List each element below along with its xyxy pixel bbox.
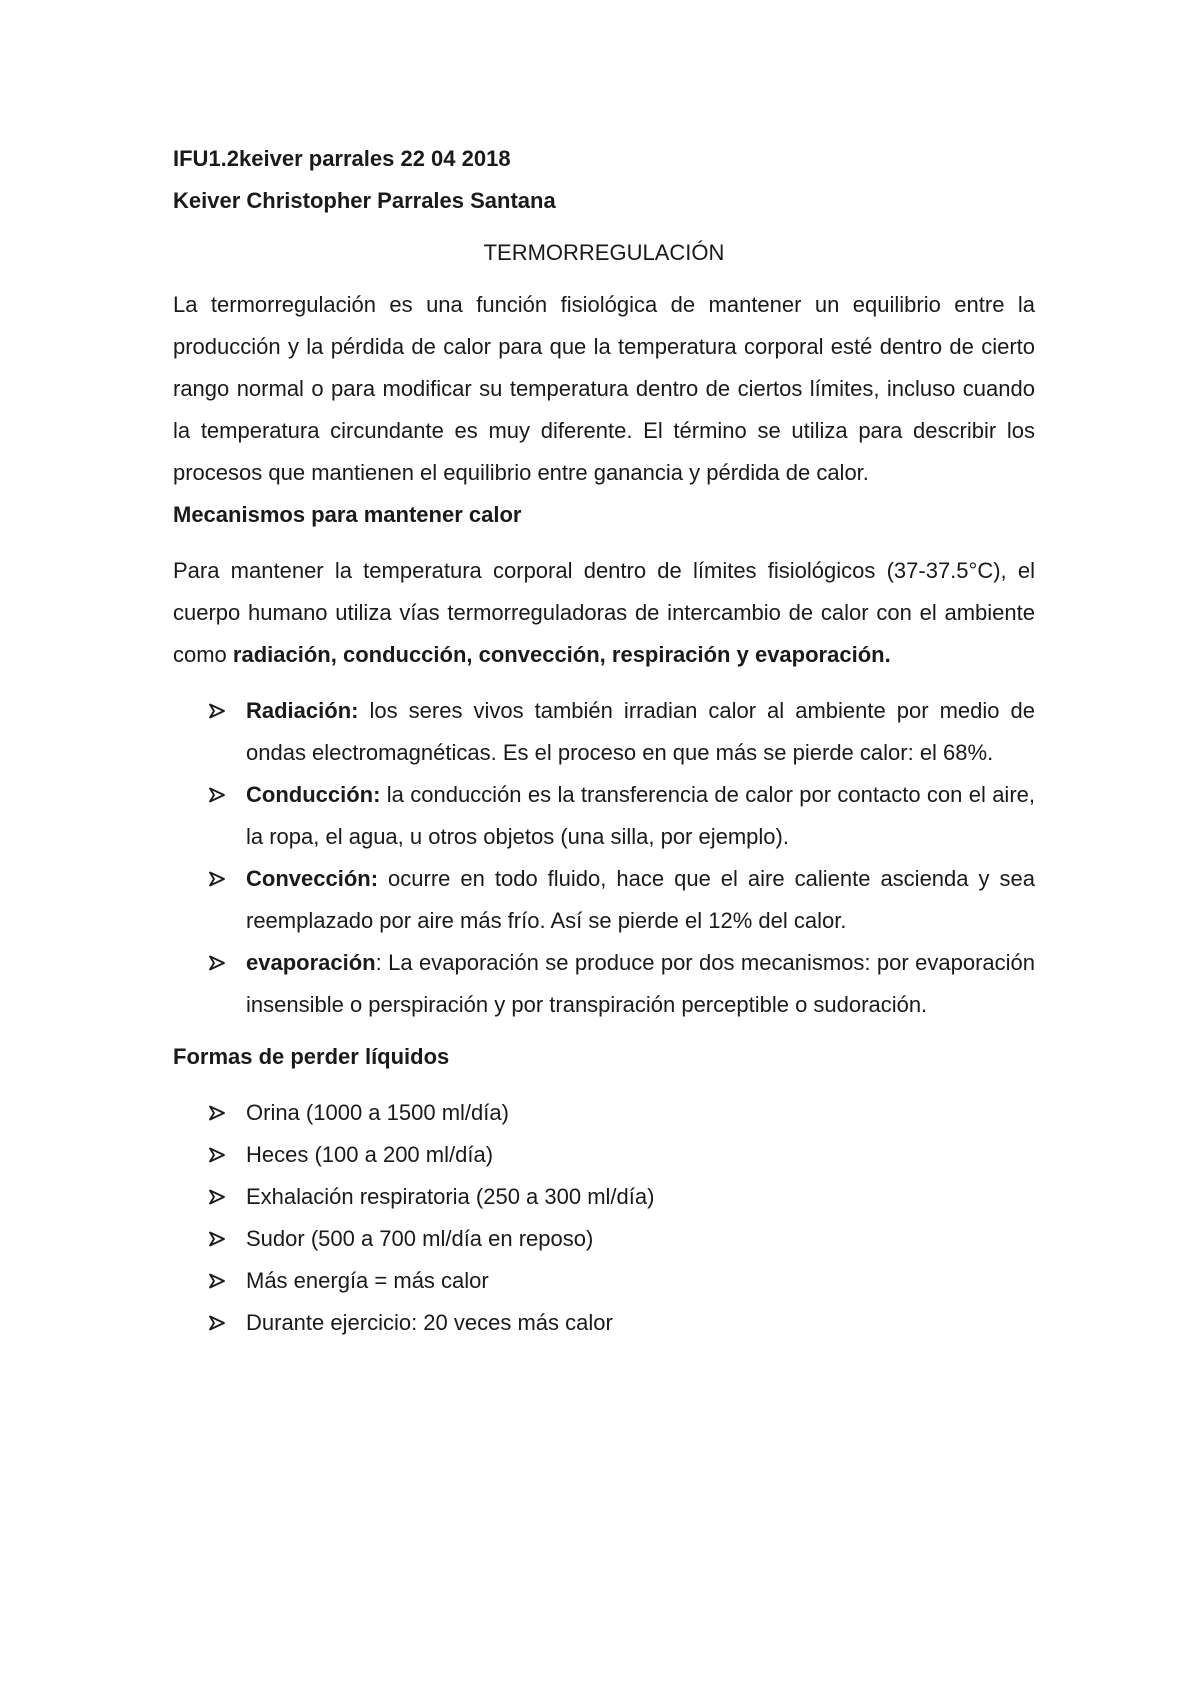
mecanismos-paragraph-bold: radiación, conducción, convección, respiración y evaporación.	[232, 642, 891, 667]
arrow-bullet-icon	[209, 774, 229, 816]
section-heading-formas: Formas de perder líquidos	[173, 1044, 450, 1069]
list-item	[173, 1092, 1035, 1134]
list-item-text: ocurre en todo fluido, hace que el aire caliente ascienda y sea reemplazado por aire más frío. Así se pierde el 12% del calor.	[246, 866, 1035, 933]
list-item	[173, 690, 1035, 774]
list-item-text: Orina (1000 a 1500 ml/día)	[246, 1100, 509, 1125]
list-item-text: los seres vivos también irradian calor al ambiente por medio de ondas electromagnéticas. Es el proceso en que más se pierde calor: el 68%.	[246, 698, 1035, 765]
list-item	[173, 942, 1035, 1026]
list-item-term: evaporación	[246, 950, 376, 975]
list-item-term: Conducción:	[246, 782, 381, 807]
arrow-bullet-icon	[209, 1092, 229, 1134]
document-page	[173, 138, 1035, 1344]
list-item	[173, 1218, 1035, 1260]
arrow-bullet-icon	[209, 1134, 229, 1176]
list-item	[173, 1134, 1035, 1176]
document-header-author: Keiver Christopher Parrales Santana	[173, 188, 556, 213]
list-item	[173, 774, 1035, 858]
list-item-term: Convección:	[246, 866, 379, 891]
mecanismos-paragraph	[173, 550, 1035, 676]
list-item-text: la conducción es la transferencia de calor por contacto con el aire, la ropa, el agua, u otros objetos (una silla, por ejemplo).	[246, 782, 1035, 849]
list-item	[173, 858, 1035, 942]
list-item	[173, 1302, 1035, 1344]
arrow-bullet-icon	[209, 1218, 229, 1260]
list-item-text: Más energía = más calor	[246, 1268, 489, 1293]
list-item-text: Heces (100 a 200 ml/día)	[246, 1142, 494, 1167]
list-item-text: : La evaporación se produce por dos mecanismos: por evaporación insensible o perspiración y por transpiración perceptible o sudoración.	[246, 950, 1035, 1017]
list-item-term: Radiación:	[246, 698, 359, 723]
mecanismos-list	[173, 690, 1035, 1026]
document-header-line1: IFU1.2keiver parrales 22 04 2018	[173, 146, 511, 171]
arrow-bullet-icon	[209, 1260, 229, 1302]
list-item-text: Exhalación respiratoria (250 a 300 ml/día)	[246, 1184, 655, 1209]
arrow-bullet-icon	[209, 1176, 229, 1218]
list-item	[173, 1260, 1035, 1302]
list-item-text: Sudor (500 a 700 ml/día en reposo)	[246, 1226, 594, 1251]
arrow-bullet-icon	[209, 858, 229, 900]
arrow-bullet-icon	[209, 690, 229, 732]
document-title: TERMORREGULACIÓN	[483, 240, 725, 265]
arrow-bullet-icon	[209, 1302, 229, 1344]
intro-paragraph: La termorregulación es una función fisiológica de mantener un equilibrio entre la producción y la pérdida de calor para que la temperatura corporal esté dentro de cierto rango normal o para modificar su temperatura dentro de ciertos límites, incluso cuando la temperatura circundante es muy diferente. El término se utiliza para describir los procesos que mantienen el equilibrio entre ganancia y pérdida de calor.	[173, 292, 1035, 485]
section-heading-mecanismos: Mecanismos para mantener calor	[173, 502, 522, 527]
list-item	[173, 1176, 1035, 1218]
list-item-text: Durante ejercicio: 20 veces más calor	[246, 1310, 613, 1335]
arrow-bullet-icon	[209, 942, 229, 984]
formas-list	[173, 1092, 1035, 1344]
mecanismos-paragraph-text: Para mantener la temperatura corporal dentro de límites fisiológicos (37-37.5°C), el cuerpo humano utiliza vías termorreguladoras de intercambio de calor con el ambiente como	[173, 558, 1035, 667]
